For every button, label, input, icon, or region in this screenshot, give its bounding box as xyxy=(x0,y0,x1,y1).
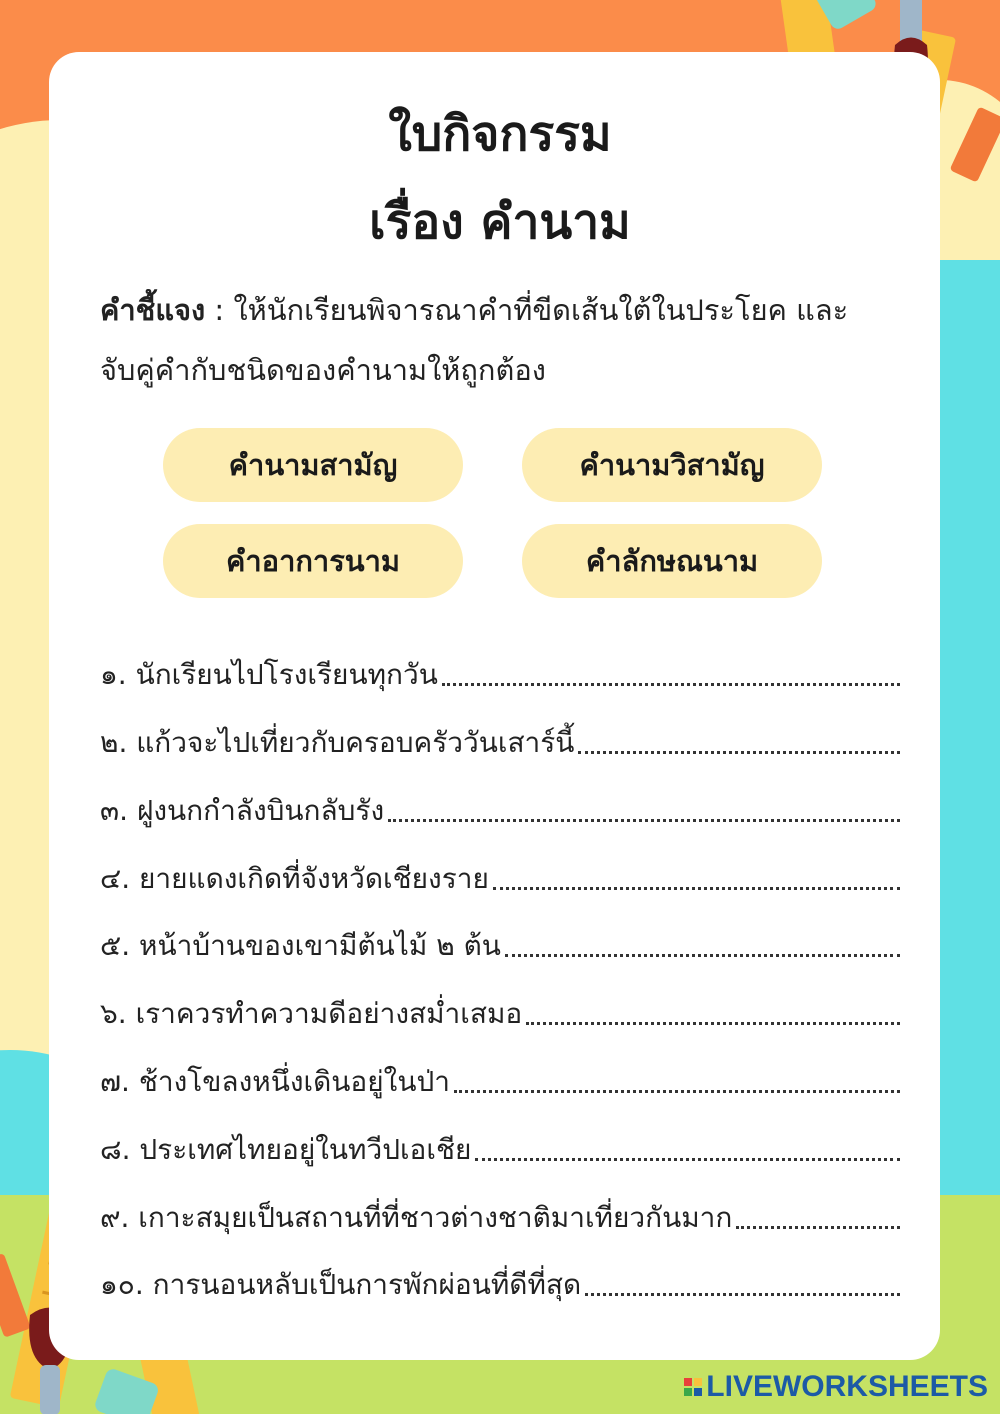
question-text: ๓. ฝูงนกกำลังบินกลับรัง xyxy=(100,794,385,827)
instruction-text-1: ให้นักเรียนพิจารณาคำที่ขีดเส้นใต้ในประโยค และ xyxy=(233,293,849,327)
question-item-6 xyxy=(100,989,900,1039)
question-item-4 xyxy=(100,854,900,904)
question-item-3 xyxy=(100,786,900,836)
question-item-7 xyxy=(100,1057,900,1107)
answer-blank[interactable] xyxy=(585,1293,900,1296)
instruction-line-1 xyxy=(100,280,910,340)
question-text: ๗. ช้างโขลงหนึ่งเดินอยู่ในป่า xyxy=(100,1065,450,1098)
instruction-block xyxy=(100,280,910,400)
liveworksheets-logo xyxy=(684,1370,988,1404)
crayon-icon xyxy=(0,1253,31,1338)
question-item-1 xyxy=(100,650,900,700)
answer-blank[interactable] xyxy=(736,1226,900,1229)
logo-mark-icon xyxy=(684,1378,702,1396)
answer-blank[interactable] xyxy=(388,819,900,822)
answer-blank[interactable] xyxy=(578,751,900,754)
instruction-separator: : xyxy=(205,293,234,327)
question-text: ๙. เกาะสมุยเป็นสถานที่ที่ชาวต่างชาติมาเที่ยวกันมาก xyxy=(100,1201,733,1234)
answer-blank[interactable] xyxy=(475,1158,900,1161)
option-classifier-noun[interactable]: คำลักษณนาม xyxy=(522,524,822,598)
question-item-10 xyxy=(100,1260,900,1310)
question-text: ๘. ประเทศไทยอยู่ในทวีปเอเชีย xyxy=(100,1133,472,1166)
question-item-5 xyxy=(100,921,900,971)
option-abstract-noun[interactable]: คำอาการนาม xyxy=(163,524,463,598)
option-common-noun[interactable]: คำนามสามัญ xyxy=(163,428,463,502)
question-text: ๑. นักเรียนไปโรงเรียนทุกวัน xyxy=(100,658,438,691)
logo-text: LIVEWORKSHEETS xyxy=(706,1370,988,1403)
question-item-9 xyxy=(100,1193,900,1243)
worksheet-subtitle: เรื่อง คำนาม xyxy=(369,194,631,250)
question-text: ๔. ยายแดงเกิดที่จังหวัดเชียงราย xyxy=(100,862,489,895)
question-item-2 xyxy=(100,718,900,768)
answer-blank[interactable] xyxy=(442,683,900,686)
answer-blank[interactable] xyxy=(505,954,900,957)
question-text: ๕. หน้าบ้านของเขามีต้นไม้ ๒ ต้น xyxy=(100,929,501,962)
instruction-label: คำชี้แจง xyxy=(100,293,206,327)
instruction-line-2: จับคู่คำกับชนิดของคำนามให้ถูกต้อง xyxy=(100,353,546,387)
question-text: ๖. เราควรทำความดีอย่างสม่ำเสมอ xyxy=(100,997,523,1030)
answer-blank[interactable] xyxy=(526,1022,900,1025)
option-proper-noun[interactable]: คำนามวิสามัญ xyxy=(522,428,822,502)
question-item-8 xyxy=(100,1125,900,1175)
worksheet-title: ใบกิจกรรม xyxy=(388,106,612,162)
answer-blank[interactable] xyxy=(454,1090,900,1093)
question-text: ๑๐. การนอนหลับเป็นการพักผ่อนที่ดีที่สุด xyxy=(100,1268,582,1301)
answer-blank[interactable] xyxy=(493,887,900,890)
question-text: ๒. แก้วจะไปเที่ยวกับครอบครัววันเสาร์นี้ xyxy=(100,726,575,759)
